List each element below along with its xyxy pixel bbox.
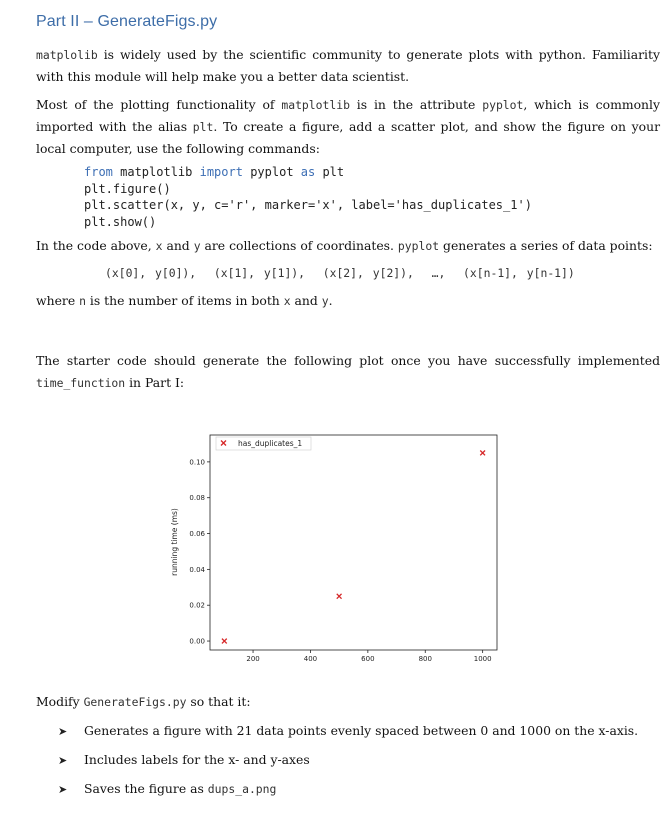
x-tick-label: 1000 bbox=[473, 655, 492, 663]
list-item: ➤ Saves the figure as dups_a.png bbox=[58, 774, 638, 803]
inline-code: dups_a.png bbox=[207, 782, 277, 796]
inline-code: pyplot bbox=[482, 98, 524, 112]
scatter-chart bbox=[160, 420, 510, 670]
intro-paragraph bbox=[36, 44, 660, 88]
modify-instructions: Modify GenerateFigs.py so that it: bbox=[36, 694, 251, 709]
arrow-bullet-icon: ➤ bbox=[58, 725, 68, 738]
x-tick-label: 400 bbox=[303, 655, 318, 663]
inline-code: y bbox=[321, 294, 329, 308]
code-line-4: plt.show() bbox=[84, 214, 157, 229]
inline-code: GenerateFigs.py bbox=[83, 695, 187, 709]
x-tick-label: 600 bbox=[361, 655, 375, 663]
paragraph-text: , which is commonly imported with the alias bbox=[36, 97, 660, 134]
legend bbox=[216, 437, 311, 450]
list-item: ➤ Generates a figure with 21 data points evenly spaced between 0 and 1000 on the x-axis. bbox=[58, 716, 638, 745]
y-tick-label: 0.04 bbox=[189, 565, 205, 574]
paragraph-text: is in the attribute bbox=[349, 97, 483, 112]
inline-code: pyplot bbox=[397, 239, 440, 253]
legend-label: has_duplicates_1 bbox=[238, 439, 303, 448]
arrow-bullet-icon: ➤ bbox=[58, 783, 68, 796]
arrow-bullet-icon: ➤ bbox=[58, 754, 68, 767]
inline-code: n bbox=[79, 294, 86, 308]
n-definition: where n is the number of items in both x and y. bbox=[36, 293, 333, 308]
plot-area bbox=[210, 435, 497, 650]
requirements-list bbox=[58, 716, 638, 803]
y-tick-label: 0.00 bbox=[189, 637, 205, 646]
starter-code-paragraph: The starter code should generate the following plot once you have successfully implemented time_function in Part I: bbox=[36, 353, 660, 390]
x-tick-label: 200 bbox=[246, 655, 260, 663]
code-block bbox=[84, 164, 532, 230]
paragraph-text: Most of the plotting functionality of bbox=[36, 97, 282, 112]
coordinates-paragraph: In the code above, x and y are collections of coordinates. pyplot generates a series of data points: bbox=[36, 238, 653, 253]
x-tick-label: 800 bbox=[418, 655, 432, 663]
paragraph-text: . To create a figure, add a scatter plot, and show the figure on your local computer, use the following commands: bbox=[36, 119, 660, 156]
inline-code: time_function bbox=[36, 376, 126, 390]
y-axis-label: running time (ms) bbox=[170, 508, 179, 576]
pyplot-paragraph bbox=[36, 94, 660, 160]
list-item: ➤ Includes labels for the x- and y-axes bbox=[58, 745, 638, 774]
code-line-2: plt.figure() bbox=[84, 181, 171, 196]
y-tick-label: 0.02 bbox=[189, 601, 205, 610]
inline-code: x bbox=[283, 294, 291, 308]
code-line-3: plt.scatter(x, y, c='r', marker='x', label='has_duplicates_1') bbox=[84, 198, 532, 212]
inline-code: y bbox=[193, 239, 201, 253]
inline-code: x bbox=[155, 239, 163, 253]
code-line-1: from matplotlib import pyplot as plt bbox=[84, 165, 345, 179]
y-tick-label: 0.10 bbox=[189, 458, 205, 467]
paragraph-text: is widely used by the scientific community to generate plots with python. Familiarity with this module will help make you a better data scientist. bbox=[36, 47, 660, 84]
section-title: Part II – GenerateFigs.py bbox=[36, 13, 218, 30]
inline-code: plt bbox=[192, 120, 214, 134]
y-tick-label: 0.08 bbox=[189, 494, 205, 503]
coordinate-sequence: (x[0], y[0]), (x[1], y[1]), (x[2], y[2]), …, (x[n-1], y[n-1]) bbox=[105, 266, 575, 280]
inline-code: matplotlib bbox=[281, 98, 350, 112]
inline-code: matplolib bbox=[36, 48, 98, 62]
y-tick-label: 0.06 bbox=[189, 530, 205, 539]
